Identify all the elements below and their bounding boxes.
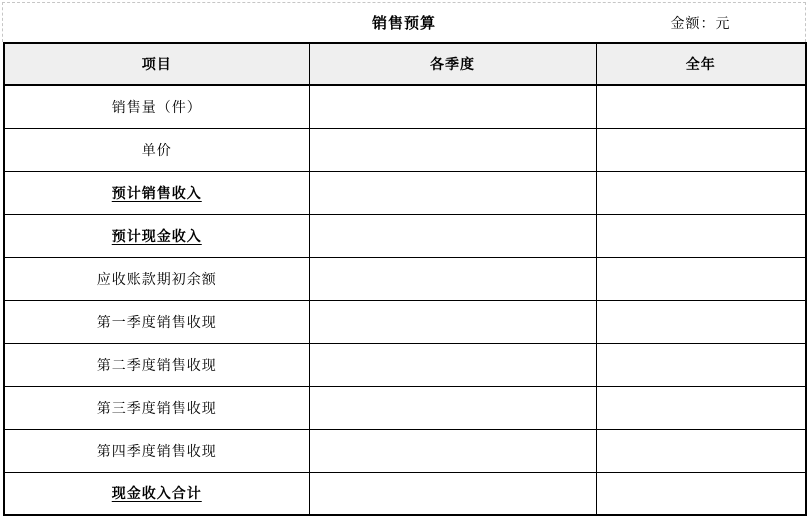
year-value-cell[interactable] xyxy=(596,257,806,300)
row-label: 单价 xyxy=(4,128,309,171)
quarter-value-cell[interactable] xyxy=(309,85,596,128)
table-row xyxy=(4,128,806,171)
year-value-cell[interactable] xyxy=(596,300,806,343)
column-header-quarters: 各季度 xyxy=(309,43,596,85)
table-row xyxy=(4,343,806,386)
quarter-value-cell[interactable] xyxy=(309,214,596,257)
table-row xyxy=(4,429,806,472)
year-value-cell[interactable] xyxy=(596,128,806,171)
quarter-value-cell[interactable] xyxy=(309,300,596,343)
row-label: 第四季度销售收现 xyxy=(4,429,309,472)
table-row xyxy=(4,214,806,257)
year-value-cell[interactable] xyxy=(596,472,806,515)
table-row xyxy=(4,85,806,128)
amount-unit-label: 金额：元 xyxy=(670,14,731,31)
row-label: 第三季度销售收现 xyxy=(4,386,309,429)
year-value-cell[interactable] xyxy=(596,214,806,257)
table-row xyxy=(4,257,806,300)
title-strip xyxy=(2,2,806,42)
table-row xyxy=(4,472,806,515)
row-label: 销售量（件） xyxy=(4,85,309,128)
quarter-value-cell[interactable] xyxy=(309,171,596,214)
year-value-cell[interactable] xyxy=(596,343,806,386)
year-value-cell[interactable] xyxy=(596,171,806,214)
page-title: 销售预算 xyxy=(371,15,436,32)
quarter-value-cell[interactable] xyxy=(309,472,596,515)
row-label: 现金收入合计 xyxy=(4,472,309,515)
quarter-value-cell[interactable] xyxy=(309,128,596,171)
year-value-cell[interactable] xyxy=(596,429,806,472)
row-label: 预计销售收入 xyxy=(4,171,309,214)
column-header-item: 项目 xyxy=(4,43,309,85)
column-header-year: 全年 xyxy=(596,43,806,85)
budget-table xyxy=(3,42,807,516)
table-row xyxy=(4,300,806,343)
year-value-cell[interactable] xyxy=(596,85,806,128)
table-header-row xyxy=(4,43,806,85)
quarter-value-cell[interactable] xyxy=(309,257,596,300)
quarter-value-cell[interactable] xyxy=(309,429,596,472)
row-label: 第一季度销售收现 xyxy=(4,300,309,343)
row-label: 预计现金收入 xyxy=(4,214,309,257)
quarter-value-cell[interactable] xyxy=(309,386,596,429)
year-value-cell[interactable] xyxy=(596,386,806,429)
table-row xyxy=(4,386,806,429)
table-body xyxy=(4,85,806,515)
quarter-value-cell[interactable] xyxy=(309,343,596,386)
row-label: 第二季度销售收现 xyxy=(4,343,309,386)
row-label: 应收账款期初余额 xyxy=(4,257,309,300)
table-row xyxy=(4,171,806,214)
